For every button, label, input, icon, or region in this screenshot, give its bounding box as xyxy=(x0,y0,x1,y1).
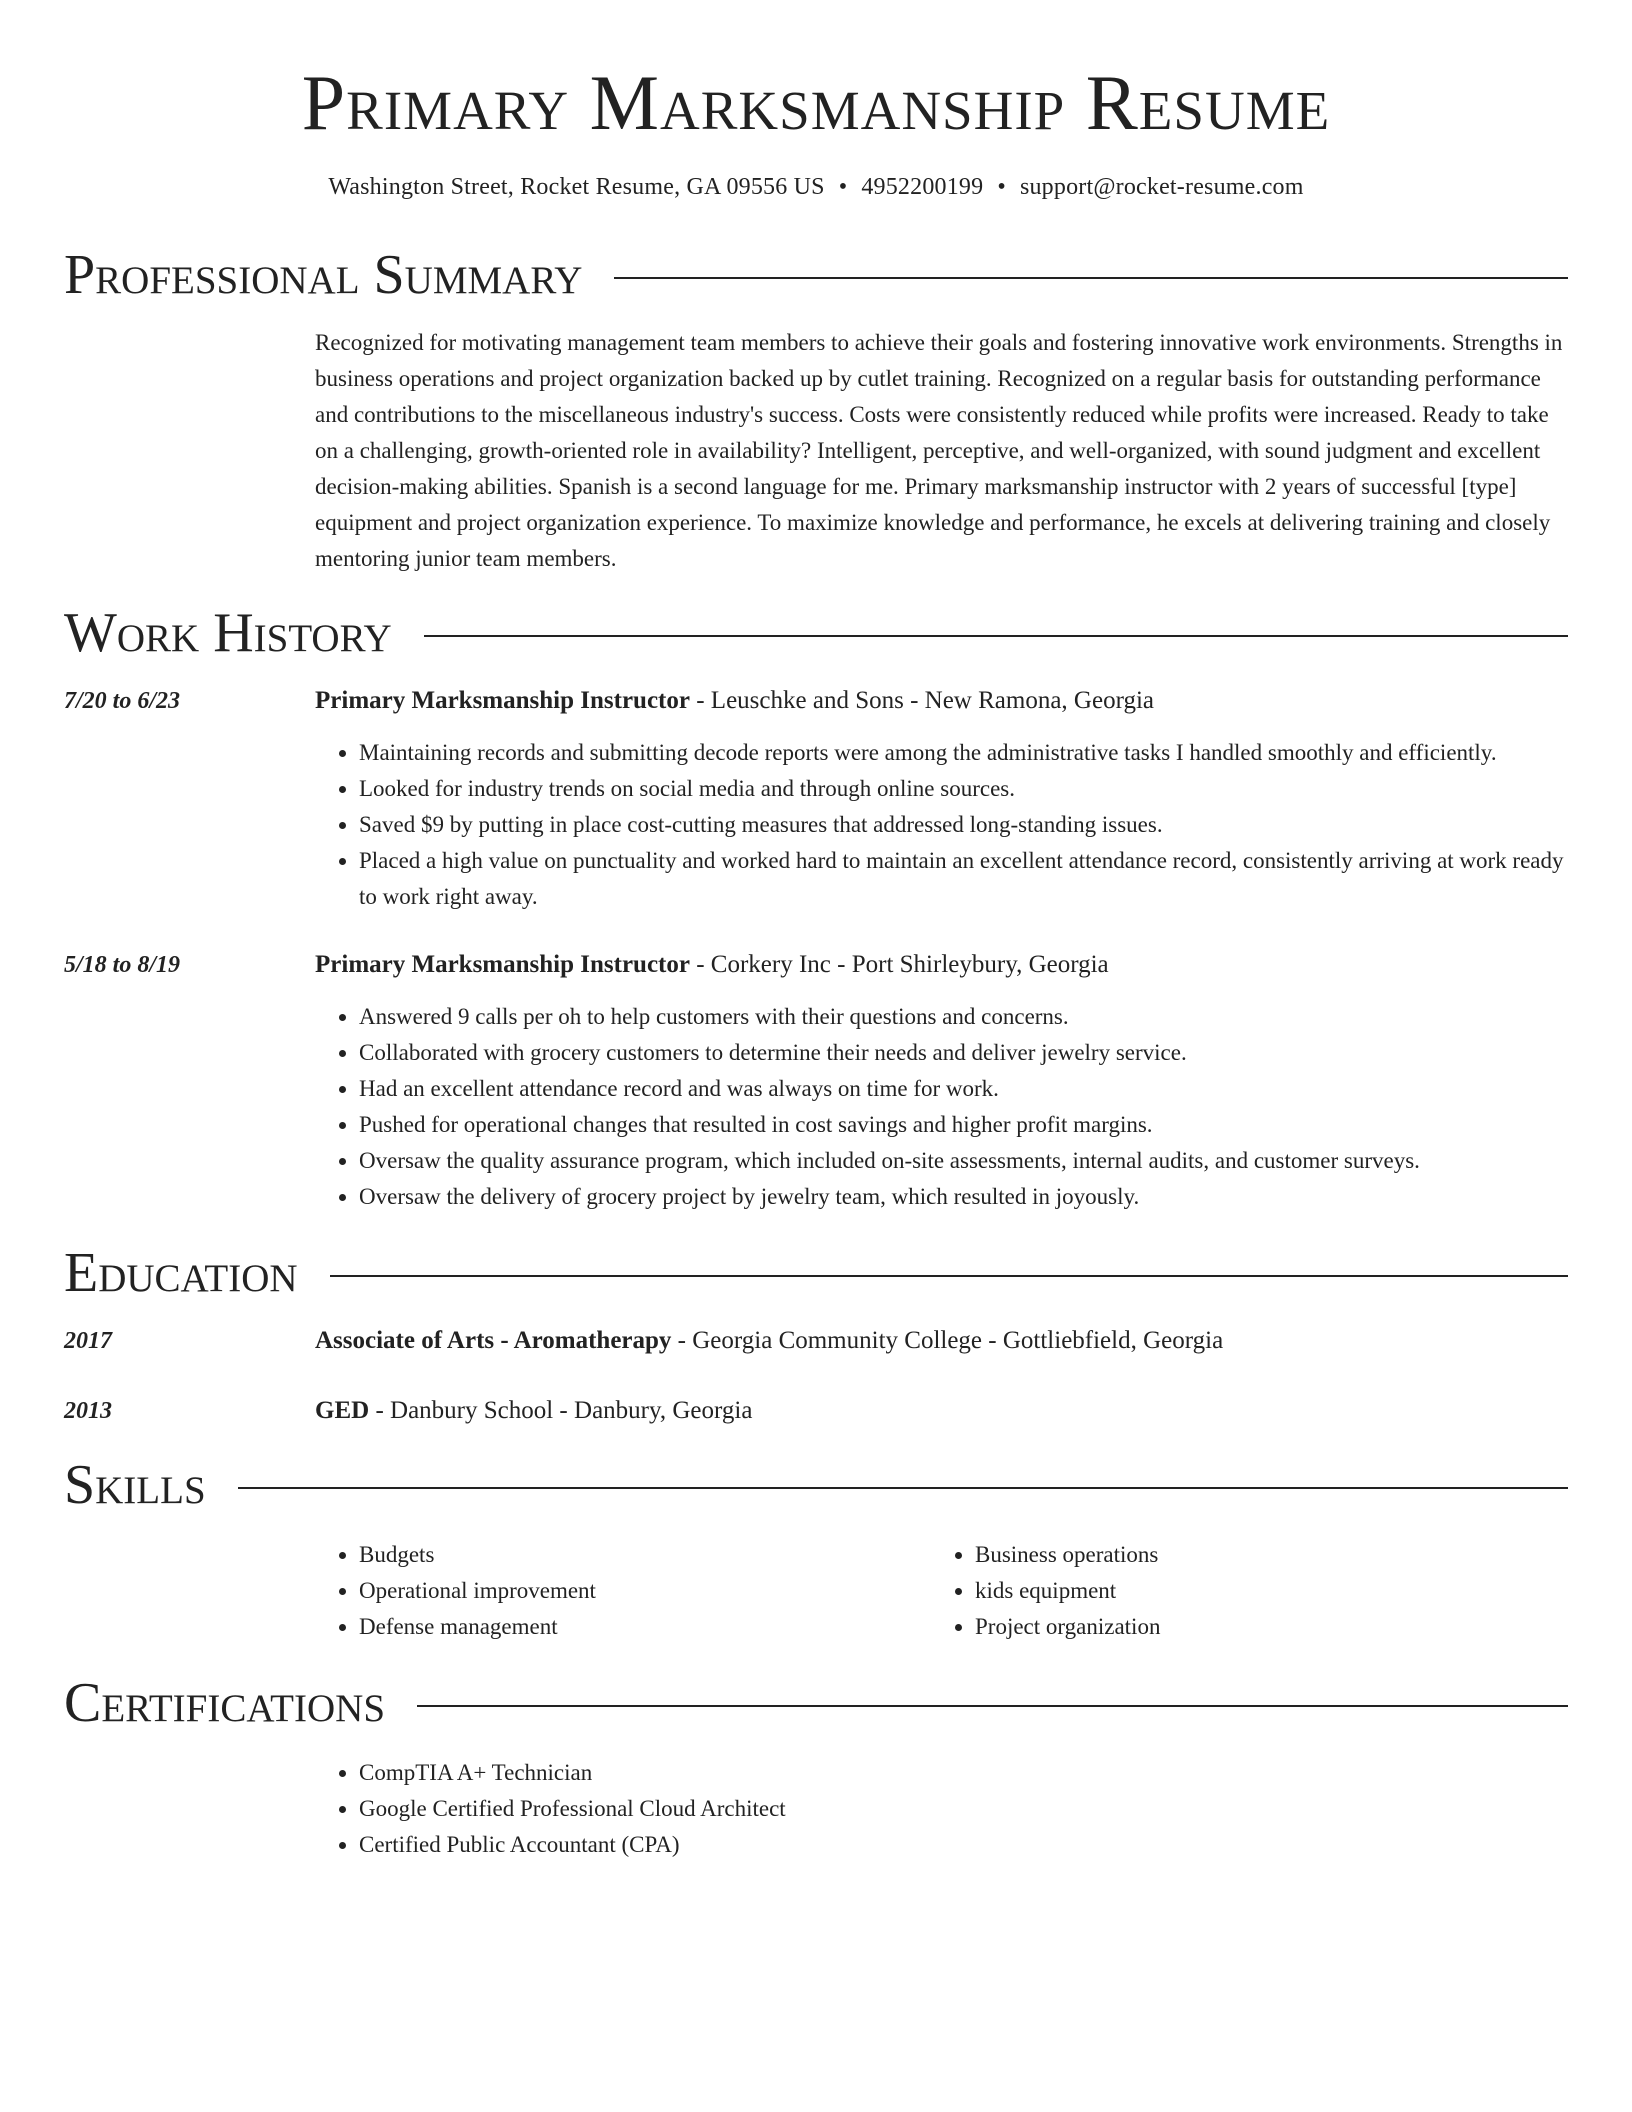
skill-item: • Budgets xyxy=(359,1537,931,1573)
job-bullet: • Saved $9 by putting in place cost-cutting measures that addressed long-standing issues. xyxy=(359,807,1568,843)
job-role: Primary Marksmanship Instructor xyxy=(315,687,690,714)
summary-section-header xyxy=(64,244,1568,306)
summary-section-title: Professional Summary xyxy=(64,244,583,306)
job-entry xyxy=(64,947,1568,1215)
certifications-list xyxy=(315,1755,1568,1863)
certification-item: • Google Certified Professional Cloud Architect xyxy=(359,1791,1568,1827)
job-bullet: • Looked for industry trends on social media and through online sources. xyxy=(359,771,1568,807)
contact-phone: 4952200199 xyxy=(861,174,984,200)
job-bullet: • Oversaw the quality assurance program, which included on-site assessments, internal audits, and customer surveys. xyxy=(359,1143,1568,1179)
section-divider xyxy=(238,1487,1568,1489)
skill-item: • Defense management xyxy=(359,1609,931,1645)
education-title-line xyxy=(315,1323,1568,1359)
job-details: - Leuschke and Sons - New Ramona, Georgia xyxy=(689,687,1154,714)
education-details: - Danbury School - Danbury, Georgia xyxy=(369,1397,753,1424)
education-year: 2017 xyxy=(64,1328,112,1354)
contact-line xyxy=(64,174,1568,201)
education-title-line xyxy=(315,1393,1568,1429)
job-details: - Corkery Inc - Port Shirleybury, Georgia xyxy=(689,951,1109,978)
job-bullet: • Collaborated with grocery customers to determine their needs and deliver jewelry service. xyxy=(359,1035,1568,1071)
contact-separator: • xyxy=(997,174,1006,200)
education-body xyxy=(315,1323,1568,1359)
certifications-section-title: Certifications xyxy=(64,1672,386,1734)
education-year: 2013 xyxy=(64,1398,112,1424)
skills-section-header xyxy=(64,1454,1568,1516)
job-role: Primary Marksmanship Instructor xyxy=(315,951,690,978)
job-bullet-list xyxy=(315,735,1568,915)
job-entry xyxy=(64,683,1568,915)
skills-section-title: Skills xyxy=(64,1454,206,1516)
contact-separator: • xyxy=(838,174,848,200)
job-bullet: • Had an excellent attendance record and was always on time for work. xyxy=(359,1071,1568,1107)
skill-item: • Business operations xyxy=(975,1537,1547,1573)
job-bullet: • Maintaining records and submitting decode reports were among the administrative tasks I handled smoothly and efficiently. xyxy=(359,735,1568,771)
skills-list-right xyxy=(931,1537,1547,1645)
work-section-header xyxy=(64,602,1568,664)
job-bullet: • Answered 9 calls per oh to help customers with their questions and concerns. xyxy=(359,999,1568,1035)
summary-text: Recognized for motivating management team members to achieve their goals and fostering innovative work environments. Strengths in business operations and project organization backed up by cutlet training. Recognized on a regular basis for outstanding performance and contributions to the miscellaneous industry's success. Costs were consistently reduced while profits were increased. Ready to take on a challenging, growth-oriented role in availability? Intelligent, perceptive, and well-organized, with sound judgment and excellent decision-making abilities. Spanish is a second language for me. Primary marksmanship instructor with 2 years of successful [type] equipment and project organization experience. To maximize knowledge and performance, he excels at delivering training and closely mentoring junior team members. xyxy=(315,330,1563,571)
resume-name: Primary Marksmanship Resume xyxy=(301,59,1331,146)
job-dates: 5/18 to 8/19 xyxy=(64,952,181,978)
certification-item: • Certified Public Accountant (CPA) xyxy=(359,1827,1568,1863)
skills-columns xyxy=(315,1537,1568,1645)
education-section-header xyxy=(64,1242,1568,1304)
job-bullet: • Pushed for operational changes that resulted in cost savings and higher profit margins. xyxy=(359,1107,1568,1143)
job-body xyxy=(315,947,1568,1215)
skill-item: • kids equipment xyxy=(975,1573,1547,1609)
education-section-title: Education xyxy=(64,1242,298,1304)
job-dates: 7/20 to 6/23 xyxy=(64,688,181,714)
job-title-line xyxy=(315,683,1568,719)
education-degree: GED xyxy=(315,1397,370,1424)
job-bullet: • Oversaw the delivery of grocery project by jewelry team, which resulted in joyously. xyxy=(359,1179,1568,1215)
job-bullet-list xyxy=(315,999,1568,1215)
job-body xyxy=(315,683,1568,915)
certifications-section-header xyxy=(64,1672,1568,1734)
section-divider xyxy=(417,1705,1568,1707)
education-details: - Georgia Community College - Gottliebfield, Georgia xyxy=(671,1327,1224,1354)
skills-list-left xyxy=(315,1537,931,1645)
education-body xyxy=(315,1393,1568,1429)
skill-item: • Operational improvement xyxy=(359,1573,931,1609)
certifications-block xyxy=(315,1755,1568,1863)
work-section-title: Work History xyxy=(64,602,392,664)
section-divider xyxy=(424,635,1568,637)
education-entry xyxy=(64,1393,1568,1429)
certification-item: • CompTIA A+ Technician xyxy=(359,1755,1568,1791)
job-title-line xyxy=(315,947,1568,983)
job-bullet: • Placed a high value on punctuality and worked hard to maintain an excellent attendance record, consistently arriving at work ready to work right away. xyxy=(359,843,1568,915)
contact-email[interactable]: support@rocket-resume.com xyxy=(1019,174,1304,200)
education-degree: Associate of Arts - Aromatherapy xyxy=(315,1327,672,1354)
section-divider xyxy=(330,1275,1568,1277)
contact-address: Washington Street, Rocket Resume, GA 09556 US xyxy=(328,174,825,200)
skill-item: • Project organization xyxy=(975,1609,1547,1645)
section-divider xyxy=(614,277,1568,279)
education-entry xyxy=(64,1323,1568,1359)
